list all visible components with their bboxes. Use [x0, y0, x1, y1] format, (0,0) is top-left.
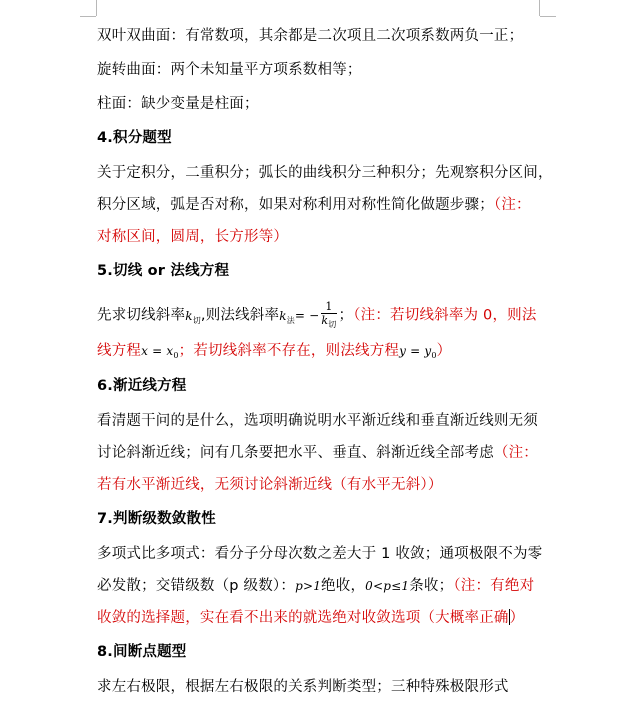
paragraph-tangent-2 — [97, 341, 451, 366]
math-k-tangent: $k_切$ — [185, 308, 201, 325]
note-span: （注： — [493, 445, 539, 461]
paragraph-integral-note: 对称区间，圆周，长方形等） — [97, 229, 289, 245]
paragraph-discontinuity: 求左右极限，根据左右极限的关系判断类型；三种特殊极限形式 — [97, 679, 509, 695]
text-span: 必发散；交错级数（p 级数）： — [97, 578, 296, 594]
paragraph-integral-1: 关于定积分，二重积分；弧长的曲线积分三种积分；先观察积分区间， — [97, 165, 553, 181]
note-span: ；若切线斜率不存在，则法线方程 — [178, 343, 400, 359]
math-fraction: $\frac{1}{k_切}$ — [321, 300, 337, 329]
math-p-range: 0<p≤1 — [365, 579, 410, 593]
heading-series: 7.判断级数敛散性 — [97, 511, 216, 527]
paragraph-cylinder: 柱面：缺少变量是柱面； — [97, 96, 259, 112]
paragraph-series-note — [97, 608, 524, 628]
math-x-eq: $x = x_0$ — [141, 344, 179, 360]
text-span: 讨论斜渐近线；问有几条要把水平、垂直、斜渐近线全部考虑 — [97, 445, 494, 461]
math-equals-minus: = − — [294, 308, 320, 323]
paragraph-series-2 — [97, 576, 534, 596]
paragraph-tangent-1 — [97, 300, 537, 334]
math-p-gt-1: p>1 — [295, 579, 322, 593]
math-k-normal: $k_法$ — [279, 308, 295, 325]
text-span: 绝收， — [321, 578, 366, 594]
margin-mark-top-left — [96, 0, 97, 16]
margin-mark-top-right — [539, 0, 540, 16]
paragraph-series-1: 多项式比多项式：看分子分母次数之差大于 1 收敛；通项极限不为零 — [97, 546, 543, 562]
note-span: （注：有绝对 — [453, 578, 535, 594]
paragraph-rotation-surface: 旋转曲面：两个未知量平方项系数相等； — [97, 62, 362, 78]
note-span: （注： — [493, 197, 531, 213]
margin-mark-top-right-h — [540, 16, 556, 17]
heading-discontinuity: 8.间断点题型 — [97, 644, 187, 660]
heading-tangent-normal: 5.切线 or 法线方程 — [97, 263, 230, 279]
math-y-eq: $y = y_0$ — [399, 344, 437, 360]
heading-asymptote: 6.渐近线方程 — [97, 378, 187, 394]
margin-mark-top-left-h — [80, 16, 96, 17]
paragraph-integral-2 — [97, 195, 531, 215]
text-span: 积分区域，弧是否对称，如果对称利用对称性简化做题步骤； — [97, 197, 494, 213]
paragraph-asymptote-1: 看清题干问的是什么，选项明确说明水平渐近线和垂直渐近线则无须 — [97, 413, 538, 429]
paragraph-asymptote-note: 若有水平渐近线，无须讨论斜渐近线（有水平无斜）） — [97, 477, 443, 493]
note-span: （注：若切线斜率为 0，则法 — [353, 307, 537, 324]
note-span: 收敛的选择题，实在看不出来的就选绝对收敛选项（大概率正确 — [97, 610, 509, 626]
text-span: 先求切线斜率 — [97, 307, 186, 324]
note-span: ） — [509, 610, 525, 626]
text-span: 条收； — [409, 578, 454, 594]
paragraph-hyperboloid-two-sheets: 双叶双曲面：有常数项，其余都是二次项且二次项系数两负一正； — [97, 28, 524, 44]
heading-integral: 4.积分题型 — [97, 130, 172, 146]
note-span: ） — [436, 343, 452, 359]
paragraph-asymptote-2 — [97, 443, 538, 463]
note-span: 线方程 — [97, 343, 142, 359]
text-span: ,则法线斜率 — [200, 307, 280, 324]
text-span: ； — [338, 307, 354, 324]
